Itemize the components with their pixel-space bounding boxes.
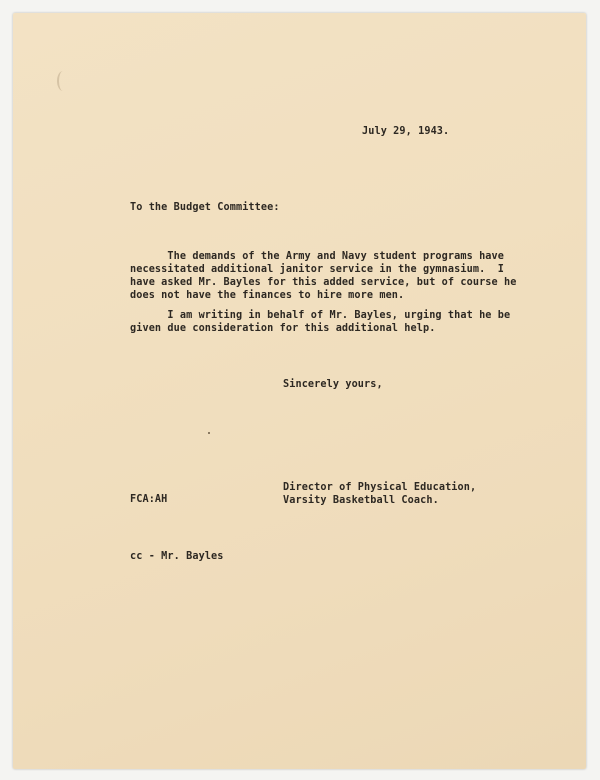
letter-page <box>13 13 586 769</box>
closing: Sincerely yours, <box>283 379 383 390</box>
paragraph-line: The demands of the Army and Navy student programs have <box>130 251 505 262</box>
reference-initials: FCA:AH <box>130 494 168 505</box>
signature-title <box>283 481 476 507</box>
paragraph-line: does not have the finances to hire more men. <box>130 290 405 301</box>
paragraph-line: I am writing in behalf of Mr. Bayles, urging that he be <box>130 310 511 321</box>
letter-date: July 29, 1943. <box>362 126 450 137</box>
salutation: To the Budget Committee: <box>130 202 280 213</box>
paper-stain <box>57 71 69 91</box>
body-paragraph-1 <box>130 250 516 302</box>
paragraph-line: necessitated additional janitor service in the gymnasium. I <box>130 264 505 275</box>
title-line: Varsity Basketball Coach. <box>283 495 439 506</box>
body-paragraph-2 <box>130 309 510 335</box>
paragraph-line: have asked Mr. Bayles for this added service, but of course he <box>130 277 517 288</box>
title-line: Director of Physical Education, <box>283 482 477 493</box>
carbon-copy: cc - Mr. Bayles <box>130 551 224 562</box>
paper-speck <box>208 432 210 434</box>
paragraph-line: given due consideration for this additional help. <box>130 323 436 334</box>
